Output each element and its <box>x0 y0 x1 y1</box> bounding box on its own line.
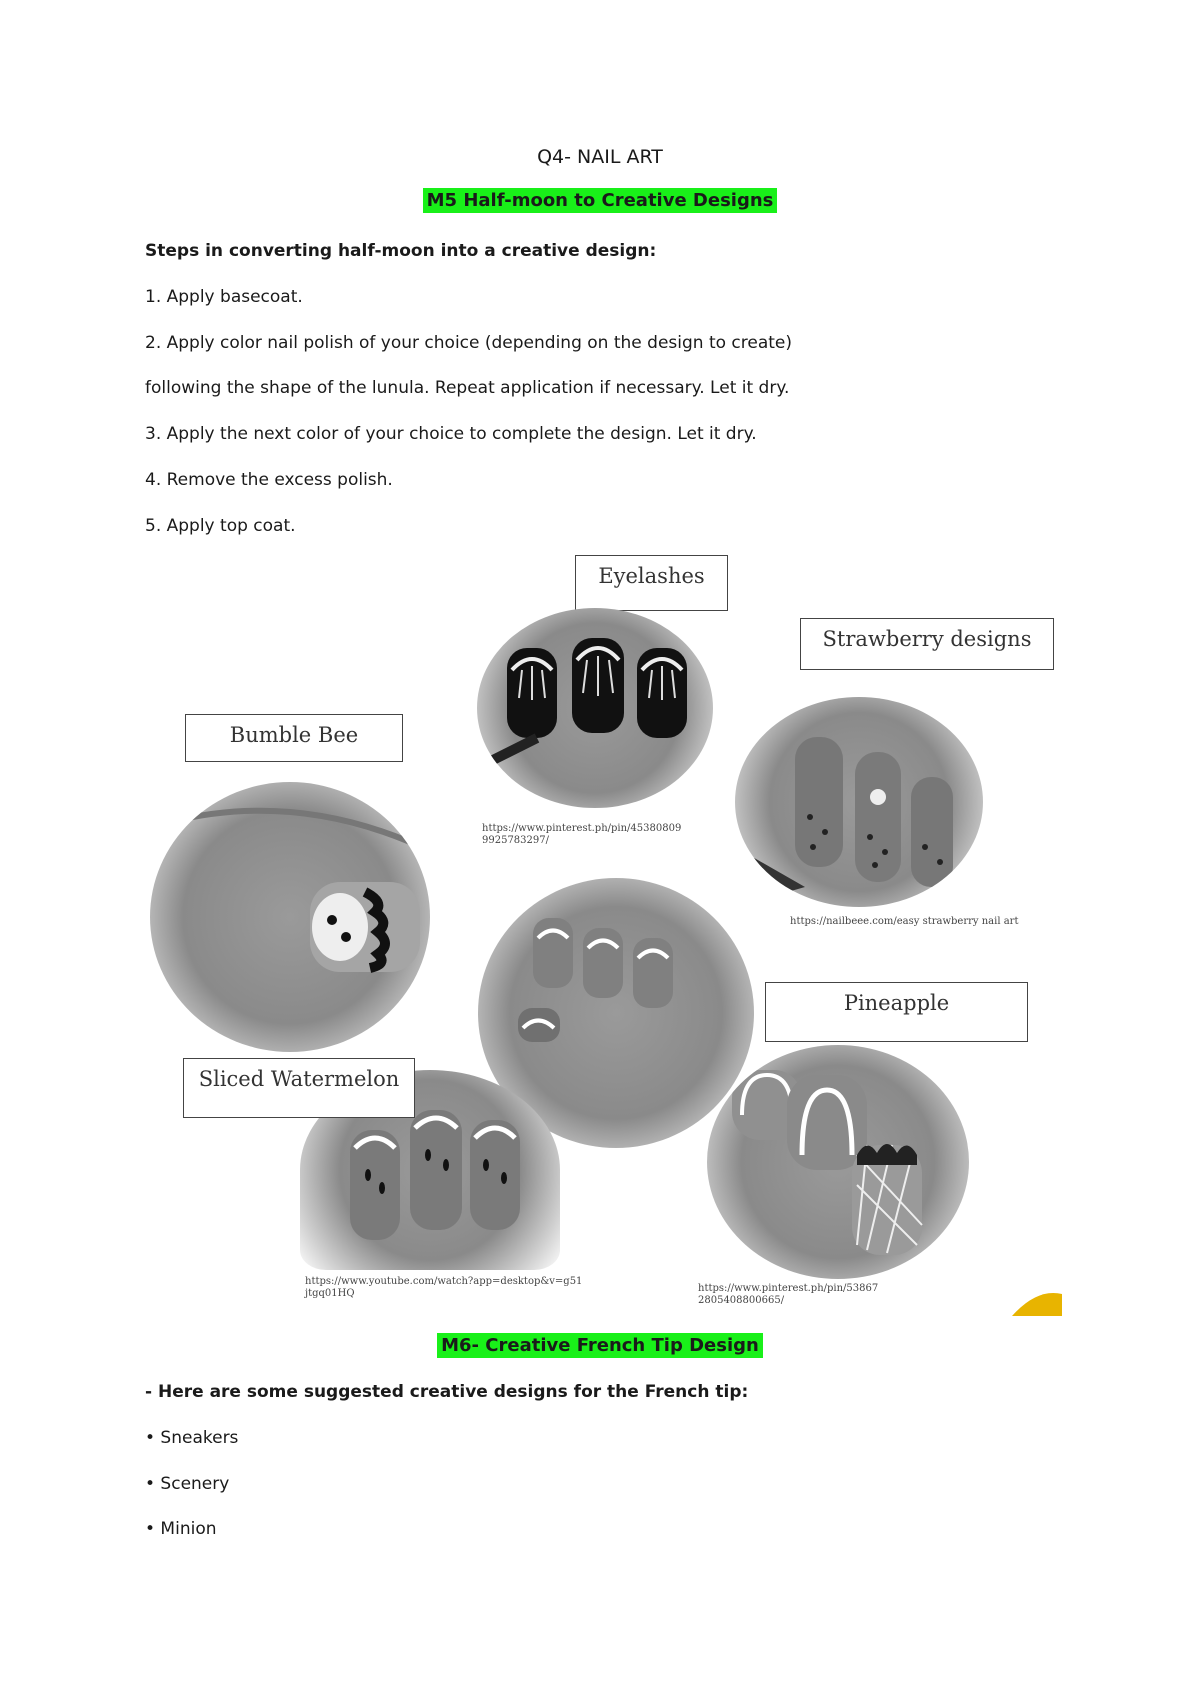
page-title: Q4- NAIL ART <box>537 146 663 168</box>
strawberry-label: Strawberry designs <box>800 618 1054 670</box>
step-4: 4. Remove the excess polish. <box>145 470 393 490</box>
eyelashes-label: Eyelashes <box>575 555 728 611</box>
pineapple-source-url: https://www.pinterest.ph/pin/53867 2805408800665/ <box>698 1283 918 1307</box>
step-5: 5. Apply top coat. <box>145 516 296 536</box>
watermelon-source-url: https://www.youtube.com/watch?app=desktop&v=g51 jtgq01HQ <box>305 1276 583 1299</box>
step-2: 2. Apply color nail polish of your choice (depending on the design to create) <box>145 333 793 353</box>
pineapple-label: Pineapple <box>765 982 1028 1042</box>
m6-heading-row <box>0 1335 1200 1356</box>
strawberry-source-url: https://nailbeee.com/easy strawberry nail art <box>790 916 1019 927</box>
strawberry-nail-image <box>735 697 983 907</box>
eyelashes-source-url: https://www.pinterest.ph/pin/45380809 9925783297/ <box>482 823 682 846</box>
step-1: 1. Apply basecoat. <box>145 287 303 307</box>
bullet-sneakers: • Sneakers <box>145 1428 239 1448</box>
watermelon-label: Sliced Watermelon <box>183 1058 415 1118</box>
bullet-scenery: • Scenery <box>145 1474 230 1494</box>
step-3: 3. Apply the next color of your choice to complete the design. Let it dry. <box>145 424 757 444</box>
bumble-bee-nail-image <box>150 782 430 1052</box>
m6-heading: M6- Creative French Tip Design <box>437 1333 763 1358</box>
steps-heading: Steps in converting half-moon into a creative design: <box>145 241 657 261</box>
m6-intro: - Here are some suggested creative designs for the French tip: <box>145 1382 749 1402</box>
step-2-continued: following the shape of the lunula. Repeat application if necessary. Let it dry. <box>145 378 790 398</box>
eyelashes-nail-image <box>477 608 713 808</box>
pineapple-nail-image <box>707 1045 969 1279</box>
logo-corner-icon <box>1012 1288 1062 1316</box>
bullet-minion: • Minion <box>145 1519 217 1539</box>
m5-heading: M5 Half-moon to Creative Designs <box>423 188 778 213</box>
m5-heading-row <box>0 190 1200 211</box>
bumble-bee-label: Bumble Bee <box>185 714 403 762</box>
